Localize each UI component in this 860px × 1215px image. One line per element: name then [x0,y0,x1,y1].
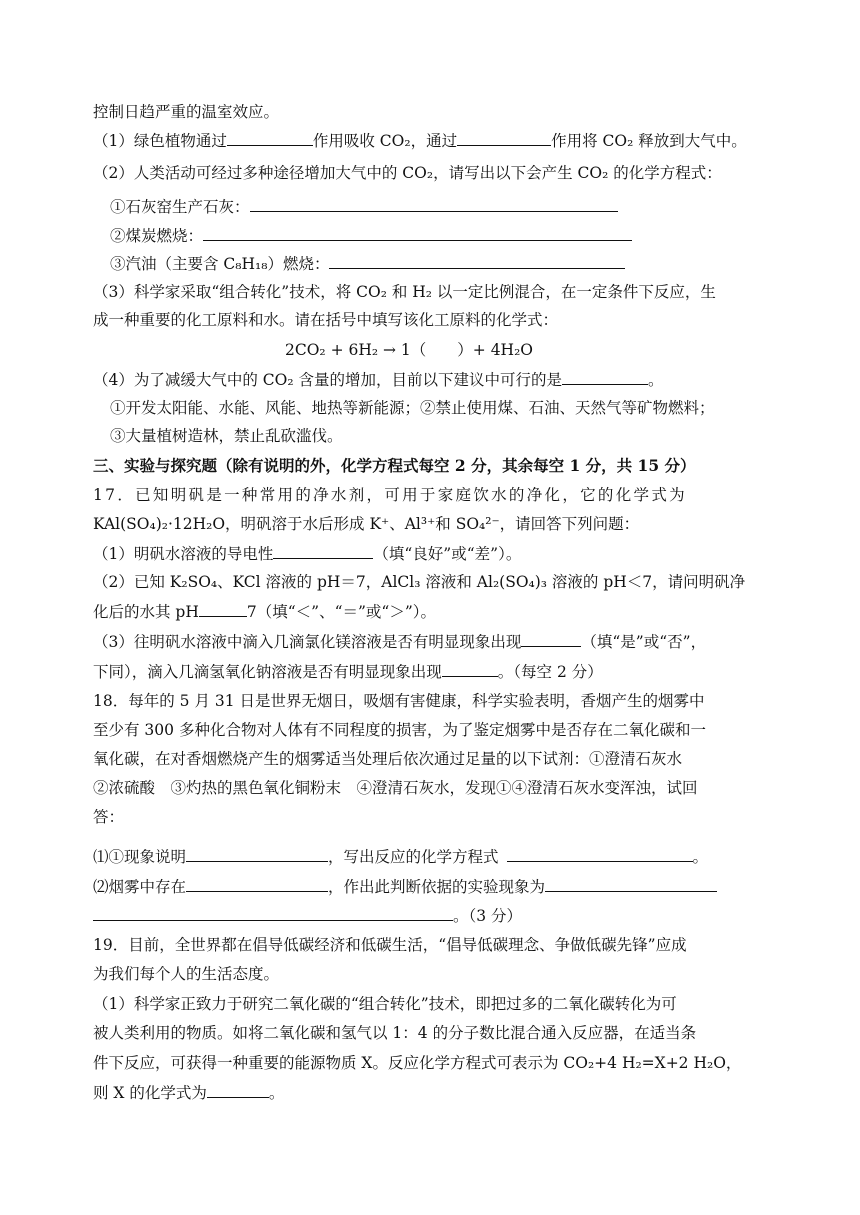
q16-option-line2: ③大量植树造林，禁止乱砍滥伐。 [110,427,343,445]
q18-part1: ⑴①现象说明 ，写出反应的化学方程式 。 [93,845,708,868]
answer-blank[interactable] [545,875,717,892]
answer-blank[interactable] [273,542,373,559]
q19-part1-line2: 被人类利用的物质。如将二氧化碳和氢气以 1：4 的分子数比混合通入反应器，在适当条 [93,1024,697,1042]
q16-part2: （2）人类活动可经过多种途径增加大气中的 CO₂，请写出以下会产生 CO₂ 的化学方程式： [93,164,722,182]
q16-item-coal: ②煤炭燃烧： [110,224,632,247]
answer-blank[interactable] [507,845,693,862]
q17-part2-line1: （2）已知 K₂SO₄、KCl 溶液的 pH＝7，AlCl₃ 溶液和 Al₂(SO₄)₃ 溶液的 pH＜7，请问明矾净 [93,573,746,591]
answer-blank[interactable] [203,224,632,241]
q16-part3-line1: （3）科学家采取“组合转化”技术，将 CO₂ 和 H₂ 以一定比例混合，在一定条件下反应，生 [93,283,716,301]
q17-part1: （1）明矾水溶液的导电性 （填“良好”或“差”）。 [93,542,521,565]
q17-part3-line2: 下同），滴入几滴氢氧化钠溶液是否有明显现象出现 。（每空 2 分） [93,660,603,683]
q19-part1-line3: 件下反应，可获得一种重要的能源物质 X。反应化学方程式可表示为 CO₂+4 H₂=X+2 H₂O， [93,1054,742,1072]
q19-part1-line4: 则 X 的化学式为 。 [93,1081,284,1104]
q18-part2-line2: 。（3 分） [93,904,522,927]
q18-line5: 答： [93,808,125,826]
answer-blank[interactable] [186,875,328,892]
q16-part1: （1）绿色植物通过 作用吸收 CO₂，通过 作用将 CO₂ 释放到大气中。 [93,129,747,152]
q16-item-lime: ①石灰窑生产石灰： [110,195,618,218]
q18-line2: 至少有 300 多种化合物对人体有不同程度的损害，为了鉴定烟雾中是否存在二氧化碳和一 [93,721,706,739]
answer-blank[interactable] [562,368,648,385]
answer-blank[interactable] [199,600,247,617]
section3-title: 三、实验与探究题（除有说明的外，化学方程式每空 2 分，其余每空 1 分，共 15 分） [93,456,696,475]
q17-line2: KAl(SO₄)₂·12H₂O，明矾溶于水后形成 K⁺、Al³⁺和 SO₄²⁻，请回答下列问题： [93,515,640,533]
answer-blank[interactable] [457,129,551,146]
q17-part2-line2: 化后的水其 pH 7（填“＜”、“＝”或“＞”）。 [93,600,436,623]
q16-item-gasoline: ③汽油（主要含 C₈H₁₈）燃烧： [110,252,625,275]
answer-blank[interactable] [250,195,618,212]
answer-blank[interactable] [521,630,581,647]
intro-tail: 控制日趋严重的温室效应。 [93,103,280,121]
q18-line3: 氧化碳，在对香烟燃烧产生的烟雾适当处理后依次通过足量的以下试剂：①澄清石灰水 [93,750,683,768]
q17-line1: 17．已知明矾是一种常用的净水剂，可用于家庭饮水的净化，它的化学式为 [93,486,687,504]
q16-part3-line2: 成一种重要的化工原料和水。请在括号中填写该化工原料的化学式： [93,311,559,329]
answer-blank[interactable] [442,660,498,677]
q18-line1: 18．每年的 5 月 31 日是世界无烟日，吸烟有害健康，科学实验表明，香烟产生的烟雾中 [93,692,705,710]
answer-blank[interactable] [93,904,453,921]
answer-blank[interactable] [329,252,625,269]
q16-equation: 2CO₂ + 6H₂ → 1（ ）+ 4H₂O [285,341,533,359]
answer-blank[interactable] [227,129,313,146]
q16-option-line1: ①开发太阳能、水能、风能、地热等新能源；②禁止使用煤、石油、天然气等矿物燃料； [110,399,715,417]
q19-line2: 为我们每个人的生活态度。 [93,965,280,983]
q19-part1-line1: （1）科学家正致力于研究二氧化碳的“组合转化”技术，即把过多的二氧化碳转化为可 [93,995,677,1013]
q16-part4: （4）为了减缓大气中的 CO₂ 含量的增加，目前以下建议中可行的是 。 [93,368,664,391]
q17-part3-line1: （3）往明矾水溶液中滴入几滴氯化镁溶液是否有明显现象出现 （填“是”或“否”， [93,630,706,653]
answer-blank[interactable] [186,845,328,862]
q18-line4: ②浓硫酸 ③灼热的黑色氧化铜粉末 ④澄清石灰水，发现①④澄清石灰水变浑浊，试回 [93,779,698,797]
q19-line1: 19．目前，全世界都在倡导低碳经济和低碳生活，“倡导低碳理念、争做低碳先锋”应成 [93,936,687,954]
answer-blank[interactable] [207,1081,269,1098]
q18-part2-line1: ⑵烟雾中存在 ，作出此判断依据的实验现象为 [93,875,717,898]
